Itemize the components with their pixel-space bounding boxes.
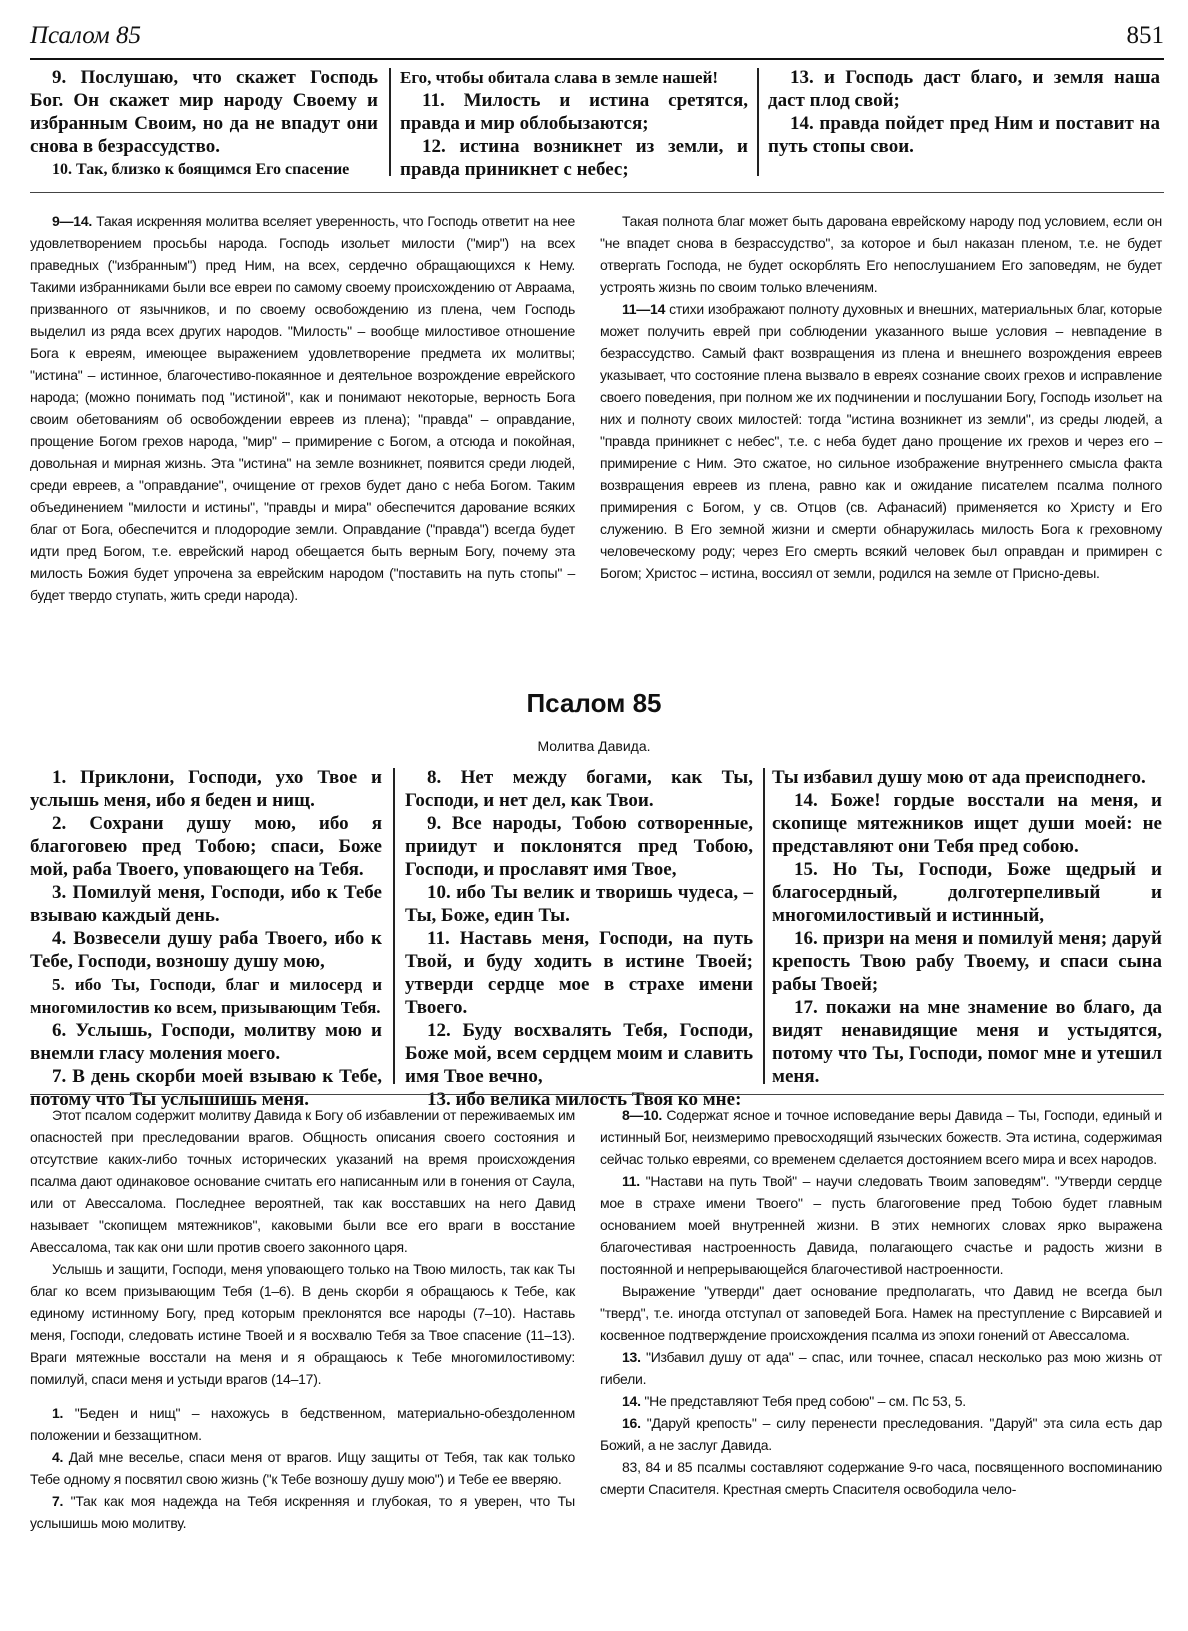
verse: 10. ибо Ты велик и творишь чудеса, – Ты, Боже, един Ты.: [405, 882, 753, 926]
column-rule: [393, 768, 395, 1084]
commentary-bottom-left: [30, 1104, 575, 1534]
verse: 14. Боже! гордые восстали на меня, и скопище мятежников ищет души моей: не представляют они Тебя пред собою.: [772, 790, 1162, 857]
verse: 1. Приклони, Господи, ухо Твое и услышь меня, ибо я беден и нищ.: [30, 767, 382, 811]
section-rule: [30, 1094, 1164, 1095]
verse: Его, чтобы обитала слава в земле нашей!: [400, 68, 719, 87]
commentary-paragraph: Услышь и защити, Господи, меня уповающего только на Твою милость, так как Ты благ ко всем призывающим Тебя (1–6). В день скорби я обращаюсь к Тебе, как единому истинному Богу, пред которым преклонятся все народы (7–10). Наставь меня, Господи, следовать истине Твоей и я восхвалю Тебя за Твое спасение (11–13). Враги мятежные восстали на меня и я обращаюсь к Тебе многомилостивому: помилуй, спаси меня и устыди врагов (14–17).: [30, 1261, 575, 1387]
commentary-paragraph: Этот псалом содержит молитву Давида к Богу об избавлении от переживаемых им опасностей при преследовании врагов. Общность описания своего состояния и отсутствие каких-либо точных исторических указаний на время происхождения псалма дают одинаковое основание считать его написанным или в гонения от Саула, или от Авессалома. Последнее вероятней, так как восставших на него Давид называет "скопищем мятежников", каковыми были все его враги в восстание Авессалома, так как они шли против своего законного царя.: [30, 1107, 575, 1255]
top-verses-col-2: [400, 66, 748, 181]
commentary-top-left: [30, 210, 575, 606]
top-verses-col-1: [30, 66, 378, 181]
column-rule: [389, 68, 391, 176]
running-head-title: Псалом 85: [30, 22, 141, 49]
verse: 5. ибо Ты, Господи, благ и милосерд и многомилостив ко всем, призывающим Тебя.: [30, 975, 382, 1017]
running-head: [30, 22, 1164, 54]
verse: Ты избавил душу мою от ада преисподнего.: [772, 767, 1146, 788]
verse: 12. Буду восхвалять Тебя, Господи, Боже мой, всем сердцем моим и славить имя Твое вечно,: [405, 1020, 753, 1087]
verse: 12. истина возникнет из земли, и правда приникнет с небес;: [400, 136, 748, 180]
column-rule: [757, 68, 759, 176]
commentary-paragraph: 14. "Не представляют Тебя пред собою" – см. Пс 53, 5.: [622, 1393, 966, 1409]
verse: 3. Помилуй меня, Господи, ибо к Тебе взываю каждый день.: [30, 882, 382, 926]
commentary-paragraph: 9—14. Такая искренняя молитва вселяет уверенность, что Господь ответит на нее удовлетворением просьбы народа. Господь изольет милости ("мир") на всех праведных ("избранным") пред Ним, на всех, сердечно обращающихся к Нему. Такими избранниками были все евреи по самому своему происхождению от Авраама, призванного от язычников, и по своему освобождению из плена, чем Господь выделил из ряда всех других народов. "Милость" – вообще милостивое отношение Бога к евреям, имеющее выражением удовлетворение предмета их молитвы; "истина" – истинное, благочестиво-покаянное и деятельное возрождение еврейского народа; (можно понимать под "истиной", как и понимают некоторые, верность Бога своим обетованиям об освобождении евреев из плена); "правда" – оправдание, прощение Богом грехов народа, "мир" – примирение с Богом, а отсюда и покойная, довольная и мирная жизнь. Эта "истина" на земле возникнет, появится среди людей, среди евреев, а "оправдание", очищение от грехов будет дано с неба Богом. Таким объединением "милости и истины", "правды и мира" обеспечится дарование всяких благ от Бога, обеспечится и плодородие земли. Оправдание ("правда") всегда будет идти пред Богом, т.е. еврейский народ обещается быть верным Богу, почему эта милость Божия будет упрочена за еврейским народом ("поставить на путь стопы" – будет твердо ступать, жить среди народа).: [30, 213, 575, 603]
verse: 15. Но Ты, Господи, Боже щедрый и благосердный, долготерпеливый и многомилостивый и истинный,: [772, 859, 1162, 926]
verse: 17. покажи на мне знамение во благо, да видят ненавидящие меня и устыдятся, потому что Ты, Господи, помог мне и утешил меня.: [772, 997, 1162, 1087]
top-verses-col-3: [768, 66, 1160, 158]
verse: 4. Возвесели душу раба Твоего, ибо к Тебе, Господи, возношу душу мою,: [30, 928, 382, 972]
psalm-verses-col-2: [405, 766, 753, 1111]
verse: 11. Наставь меня, Господи, на путь Твой, и буду ходить в истине Твоей; утверди сердце мое в страхе имени Твоего.: [405, 928, 753, 1018]
header-rule: [30, 58, 1164, 60]
verse: 13. и Господь даст благо, и земля наша даст плод свой;: [768, 67, 1160, 111]
spacer: [30, 1390, 575, 1402]
section-rule: [30, 192, 1164, 193]
commentary-paragraph: 8—10. Содержат ясное и точное исповедание веры Давида – Ты, Господи, единый и истинный Бог, неизмеримо превосходящий языческих божеств. Эта истина, содержимая сейчас только евреями, со временем сделается достоянием всего мира и всех народов.: [600, 1107, 1162, 1167]
page-number: 851: [1126, 22, 1164, 49]
commentary-paragraph: 13. "Избавил душу от ада" – спас, или точнее, спасал несколько раз мою жизнь от гибели.: [600, 1349, 1162, 1387]
commentary-paragraph: 16. "Даруй крепость" – силу перенести преследования. "Даруй" эта сила есть дар Божий, а не заслуг Давида.: [600, 1415, 1162, 1453]
psalm-verses-col-1: [30, 766, 382, 1111]
commentary-paragraph: 4. Дай мне веселье, спаси меня от врагов. Ищу защиты от Тебя, так как только Тебе одному я посвятил свою жизнь ("к Тебе возношу душу мою") и Тебе ее вверяю.: [30, 1449, 575, 1487]
psalm-verses-col-3: [772, 766, 1162, 1088]
psalm-title: Псалом 85: [526, 688, 662, 718]
verse: 14. правда пойдет пред Ним и поставит на путь стопы свои.: [768, 113, 1160, 157]
commentary-top-right: [600, 210, 1162, 584]
verse: 2. Сохрани душу мою, ибо я благоговею пред Тобою; спаси, Боже мой, раба Твоего, уповающего на Тебя.: [30, 813, 382, 880]
commentary-paragraph: Выражение "утверди" дает основание предполагать, что Давид не всегда был "тверд", т.е. иногда отступал от заповедей Бога. Намек на преступление с Вирсавией и косвенное подтверждение происхождения псалма из эпохи гонений от Авессалома.: [600, 1283, 1162, 1343]
verse: 7. В день скорби моей взываю к Тебе, потому что Ты услышишь меня.: [30, 1066, 382, 1110]
commentary-paragraph: 11. "Настави на путь Твой" – научи следовать Твоим заповедям". "Утверди сердце мое в страхе имени Твоего" – пусть благоговение пред Тобою будет главным основанием моей внутренней жизни. В этих немногих словах ярко выражена благочестивая настроенность Давида, полагающего счастье и радость жизни в постоянной и непрерывающейся благочестивой настроенности.: [600, 1173, 1162, 1277]
verse: 6. Услышь, Господи, молитву мою и внемли гласу моления моего.: [30, 1020, 382, 1064]
verse: 16. призри на меня и помилуй меня; даруй крепость Твою рабу Твоему, и спаси сына рабы Твоей;: [772, 928, 1162, 995]
verse: 9. Все народы, Тобою сотворенные, приидут и поклонятся пред Тобою, Господи, и прославят имя Твое,: [405, 813, 753, 880]
commentary-paragraph: 1. "Беден и нищ" – нахожусь в бедственном, материально-обездоленном положении и беззащитном.: [30, 1405, 575, 1443]
verse: 9. Послушаю, что скажет Господь Бог. Он скажет мир народу Своему и избранным Своим, но да не впадут они снова в безрассудство.: [30, 67, 378, 157]
commentary-bottom-right: [600, 1104, 1162, 1500]
verse: 11. Милость и истина сретятся, правда и мир облобызаются;: [400, 90, 748, 134]
verse: 10. Так, близко к боящимся Его спасение: [52, 161, 350, 178]
verse: 8. Нет между богами, как Ты, Господи, и нет дел, как Твои.: [405, 767, 753, 811]
commentary-paragraph: 83, 84 и 85 псалмы составляют содержание 9-го часа, посвященного воспоминанию смерти Спасителя. Крестная смерть Спасителя освободила чело-: [600, 1459, 1162, 1497]
column-rule: [763, 768, 765, 1084]
commentary-paragraph: 11—14 стихи изображают полноту духовных и внешних, материальных благ, которые может получить еврей при соблюдении указанного выше условия – невпадение в безрассудство. Самый факт возвращения из плена и внешнего возрождения евреев указывает, что состояние плена вызвало в евреях сознание своих грехов и исправление своего поведения, при полном же их подчинении и послушании Богу, Господь изольет на них и полноту своих милостей: тогда "истина возникнет из земли", из среды людей, а "правда приникнет с небес", т.е. с неба будет дано прощение их грехов и через его – примирение с Ним. Это сжатое, но сильное изображение внутреннего смысла факта возвращения евреев из плена, равно как и ожидание писателем псалма полного примирения с Богом, у св. Отцов (св. Афанасий) применяется ко Христу и Его служению. В Его земной жизни и смерти обнаружилась милость Бога к греховному человеческому роду; через Его смерть всякий человек был оправдан и примирен с Богом; Христос – истина, воссиял от земли, родился на земле от Присно-девы.: [600, 301, 1162, 581]
commentary-paragraph: 7. "Так как моя надежда на Тебя искренняя и глубокая, то я уверен, что Ты услышишь мою молитву.: [30, 1493, 575, 1531]
commentary-paragraph: Такая полнота благ может быть дарована еврейскому народу под условием, если он "не впадет снова в безрассудство", за которое и был наказан пленом, т.е. не будет отвергать Господа, не будет оскорблять Его непослушанием Его заповедям, не будет устроять жизнь по своим только влечениям.: [600, 213, 1162, 295]
verse: 13. ибо велика милость Твоя ко мне:: [427, 1089, 742, 1110]
psalm-subtitle: Молитва Давида.: [537, 738, 651, 754]
